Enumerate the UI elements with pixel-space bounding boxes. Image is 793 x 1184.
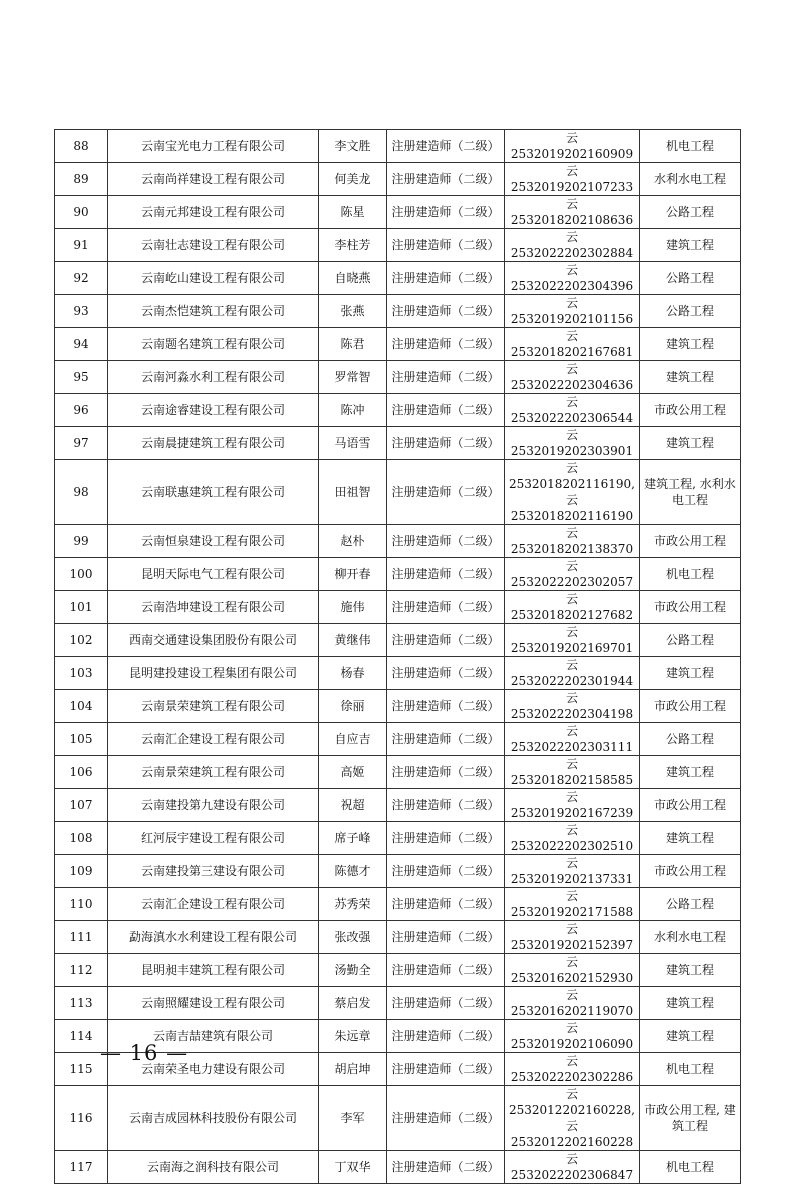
company-name-cell: 云南建投第九建设有限公司: [108, 789, 319, 822]
qualification-cell: 注册建造师（二级）: [387, 888, 505, 921]
table-row: [55, 163, 741, 196]
qualification-cell: 注册建造师（二级）: [387, 558, 505, 591]
table-row: [55, 295, 741, 328]
specialty-cell: 建筑工程: [640, 328, 741, 361]
table-row: [55, 394, 741, 427]
qualification-cell: 注册建造师（二级）: [387, 229, 505, 262]
person-name-cell: 苏秀荣: [319, 888, 387, 921]
table-row: [55, 657, 741, 690]
specialty-cell: 建筑工程, 水利水 电工程: [640, 460, 741, 525]
row-number-cell: 114: [55, 1020, 108, 1053]
qualification-cell: 注册建造师（二级）: [387, 756, 505, 789]
row-number-cell: 96: [55, 394, 108, 427]
person-name-cell: 蔡启发: [319, 987, 387, 1020]
specialty-cell: 机电工程: [640, 1151, 741, 1184]
person-name-cell: 李柱芳: [319, 229, 387, 262]
certificate-number-cell: 云 2532018202158585: [505, 756, 640, 789]
specialty-cell: 机电工程: [640, 558, 741, 591]
certificate-number-cell: 云 2532016202152930: [505, 954, 640, 987]
specialty-cell: 机电工程: [640, 1053, 741, 1086]
certificate-number-cell: 云 2532019202167239: [505, 789, 640, 822]
certificate-number-cell: 云 2532018202116190, 云 2532018202116190: [505, 460, 640, 525]
qualification-cell: 注册建造师（二级）: [387, 789, 505, 822]
qualification-cell: 注册建造师（二级）: [387, 328, 505, 361]
table-row: [55, 591, 741, 624]
row-number-cell: 112: [55, 954, 108, 987]
certificate-number-cell: 云 2532022202302057: [505, 558, 640, 591]
row-number-cell: 93: [55, 295, 108, 328]
specialty-cell: 建筑工程: [640, 657, 741, 690]
specialty-cell: 建筑工程: [640, 822, 741, 855]
row-number-cell: 98: [55, 460, 108, 525]
person-name-cell: 朱远章: [319, 1020, 387, 1053]
personnel-table: [54, 129, 741, 1184]
qualification-cell: 注册建造师（二级）: [387, 1086, 505, 1151]
company-name-cell: 云南恒泉建设工程有限公司: [108, 525, 319, 558]
person-name-cell: 祝超: [319, 789, 387, 822]
qualification-cell: 注册建造师（二级）: [387, 427, 505, 460]
company-name-cell: 云南屹山建设工程有限公司: [108, 262, 319, 295]
table-row: [55, 987, 741, 1020]
company-name-cell: 云南题名建筑工程有限公司: [108, 328, 319, 361]
qualification-cell: 注册建造师（二级）: [387, 921, 505, 954]
row-number-cell: 94: [55, 328, 108, 361]
company-name-cell: 昆明建投建设工程集团有限公司: [108, 657, 319, 690]
certificate-number-cell: 云 2532022202306544: [505, 394, 640, 427]
company-name-cell: 红河辰宇建设工程有限公司: [108, 822, 319, 855]
table-row: [55, 756, 741, 789]
company-name-cell: 云南景荣建筑工程有限公司: [108, 756, 319, 789]
company-name-cell: 云南元邦建设工程有限公司: [108, 196, 319, 229]
certificate-number-cell: 云 2532022202306847: [505, 1151, 640, 1184]
qualification-cell: 注册建造师（二级）: [387, 163, 505, 196]
qualification-cell: 注册建造师（二级）: [387, 1151, 505, 1184]
person-name-cell: 汤勤全: [319, 954, 387, 987]
company-name-cell: 云南景荣建筑工程有限公司: [108, 690, 319, 723]
qualification-cell: 注册建造师（二级）: [387, 1053, 505, 1086]
table-row: [55, 196, 741, 229]
qualification-cell: 注册建造师（二级）: [387, 361, 505, 394]
row-number-cell: 115: [55, 1053, 108, 1086]
person-name-cell: 胡启坤: [319, 1053, 387, 1086]
certificate-number-cell: 云 2532022202304396: [505, 262, 640, 295]
specialty-cell: 建筑工程: [640, 427, 741, 460]
table-row: [55, 723, 741, 756]
specialty-cell: 公路工程: [640, 624, 741, 657]
company-name-cell: 云南海之润科技有限公司: [108, 1151, 319, 1184]
qualification-cell: 注册建造师（二级）: [387, 855, 505, 888]
table-row: [55, 361, 741, 394]
company-name-cell: 云南宝光电力工程有限公司: [108, 130, 319, 163]
person-name-cell: 赵朴: [319, 525, 387, 558]
specialty-cell: 建筑工程: [640, 987, 741, 1020]
row-number-cell: 111: [55, 921, 108, 954]
person-name-cell: 何美龙: [319, 163, 387, 196]
row-number-cell: 110: [55, 888, 108, 921]
specialty-cell: 建筑工程: [640, 1020, 741, 1053]
specialty-cell: 市政公用工程: [640, 855, 741, 888]
specialty-cell: 市政公用工程: [640, 591, 741, 624]
person-name-cell: 高姬: [319, 756, 387, 789]
person-name-cell: 李文胜: [319, 130, 387, 163]
person-name-cell: 罗常智: [319, 361, 387, 394]
table-row: [55, 130, 741, 163]
certificate-number-cell: 云 2532018202167681: [505, 328, 640, 361]
company-name-cell: 昆明昶丰建筑工程有限公司: [108, 954, 319, 987]
person-name-cell: 杨春: [319, 657, 387, 690]
person-name-cell: 自晓燕: [319, 262, 387, 295]
qualification-cell: 注册建造师（二级）: [387, 987, 505, 1020]
row-number-cell: 95: [55, 361, 108, 394]
row-number-cell: 104: [55, 690, 108, 723]
person-name-cell: 自应吉: [319, 723, 387, 756]
company-name-cell: 云南荣圣电力建设有限公司: [108, 1053, 319, 1086]
table-row: [55, 1151, 741, 1184]
company-name-cell: 云南吉喆建筑有限公司: [108, 1020, 319, 1053]
person-name-cell: 陈冲: [319, 394, 387, 427]
company-name-cell: 云南汇企建设工程有限公司: [108, 888, 319, 921]
specialty-cell: 市政公用工程: [640, 690, 741, 723]
person-name-cell: 陈德才: [319, 855, 387, 888]
table-row: [55, 624, 741, 657]
row-number-cell: 117: [55, 1151, 108, 1184]
qualification-cell: 注册建造师（二级）: [387, 657, 505, 690]
certificate-number-cell: 云 2532022202303111: [505, 723, 640, 756]
row-number-cell: 102: [55, 624, 108, 657]
specialty-cell: 建筑工程: [640, 229, 741, 262]
certificate-number-cell: 云 2532022202301944: [505, 657, 640, 690]
row-number-cell: 107: [55, 789, 108, 822]
person-name-cell: 施伟: [319, 591, 387, 624]
table-row: [55, 921, 741, 954]
person-name-cell: 柳开春: [319, 558, 387, 591]
qualification-cell: 注册建造师（二级）: [387, 196, 505, 229]
specialty-cell: 市政公用工程, 建 筑工程: [640, 1086, 741, 1151]
company-name-cell: 云南河淼水利工程有限公司: [108, 361, 319, 394]
certificate-number-cell: 云 2532018202127682: [505, 591, 640, 624]
company-name-cell: 云南浩坤建设工程有限公司: [108, 591, 319, 624]
qualification-cell: 注册建造师（二级）: [387, 723, 505, 756]
person-name-cell: 席子峰: [319, 822, 387, 855]
specialty-cell: 市政公用工程: [640, 789, 741, 822]
specialty-cell: 市政公用工程: [640, 525, 741, 558]
specialty-cell: 市政公用工程: [640, 394, 741, 427]
table-row: [55, 954, 741, 987]
specialty-cell: 建筑工程: [640, 954, 741, 987]
certificate-number-cell: 云 2532019202107233: [505, 163, 640, 196]
company-name-cell: 云南壮志建设工程有限公司: [108, 229, 319, 262]
certificate-number-cell: 云 2532019202101156: [505, 295, 640, 328]
certificate-number-cell: 云 2532019202171588: [505, 888, 640, 921]
specialty-cell: 建筑工程: [640, 756, 741, 789]
company-name-cell: 云南建投第三建设有限公司: [108, 855, 319, 888]
company-name-cell: 西南交通建设集团股份有限公司: [108, 624, 319, 657]
qualification-cell: 注册建造师（二级）: [387, 460, 505, 525]
person-name-cell: 丁双华: [319, 1151, 387, 1184]
certificate-number-cell: 云 2532012202160228, 云 2532012202160228: [505, 1086, 640, 1151]
table-row: [55, 855, 741, 888]
certificate-number-cell: 云 2532019202303901: [505, 427, 640, 460]
table-row: [55, 427, 741, 460]
row-number-cell: 101: [55, 591, 108, 624]
row-number-cell: 116: [55, 1086, 108, 1151]
person-name-cell: 张燕: [319, 295, 387, 328]
certificate-number-cell: 云 2532019202169701: [505, 624, 640, 657]
specialty-cell: 公路工程: [640, 295, 741, 328]
qualification-cell: 注册建造师（二级）: [387, 130, 505, 163]
person-name-cell: 马语雪: [319, 427, 387, 460]
qualification-cell: 注册建造师（二级）: [387, 1020, 505, 1053]
qualification-cell: 注册建造师（二级）: [387, 262, 505, 295]
table-row: [55, 789, 741, 822]
person-name-cell: 黄继伟: [319, 624, 387, 657]
company-name-cell: 昆明天际电气工程有限公司: [108, 558, 319, 591]
company-name-cell: 云南杰恺建筑工程有限公司: [108, 295, 319, 328]
row-number-cell: 106: [55, 756, 108, 789]
qualification-cell: 注册建造师（二级）: [387, 295, 505, 328]
specialty-cell: 水利水电工程: [640, 921, 741, 954]
table-row: [55, 888, 741, 921]
table-row: [55, 262, 741, 295]
specialty-cell: 公路工程: [640, 723, 741, 756]
certificate-number-cell: 云 2532019202160909: [505, 130, 640, 163]
row-number-cell: 89: [55, 163, 108, 196]
specialty-cell: 水利水电工程: [640, 163, 741, 196]
certificate-number-cell: 云 2532019202106090: [505, 1020, 640, 1053]
row-number-cell: 88: [55, 130, 108, 163]
specialty-cell: 公路工程: [640, 196, 741, 229]
qualification-cell: 注册建造师（二级）: [387, 394, 505, 427]
company-name-cell: 云南联惠建筑工程有限公司: [108, 460, 319, 525]
specialty-cell: 建筑工程: [640, 361, 741, 394]
qualification-cell: 注册建造师（二级）: [387, 690, 505, 723]
table-body: [55, 130, 741, 1184]
certificate-number-cell: 云 2532022202302286: [505, 1053, 640, 1086]
company-name-cell: 勐海滇水水利建设工程有限公司: [108, 921, 319, 954]
row-number-cell: 105: [55, 723, 108, 756]
person-name-cell: 陈君: [319, 328, 387, 361]
row-number-cell: 91: [55, 229, 108, 262]
company-name-cell: 云南晨捷建筑工程有限公司: [108, 427, 319, 460]
company-name-cell: 云南途睿建设工程有限公司: [108, 394, 319, 427]
row-number-cell: 99: [55, 525, 108, 558]
certificate-number-cell: 云 2532019202137331: [505, 855, 640, 888]
table-row: [55, 558, 741, 591]
specialty-cell: 机电工程: [640, 130, 741, 163]
certificate-number-cell: 云 2532016202119070: [505, 987, 640, 1020]
certificate-number-cell: 云 2532022202302510: [505, 822, 640, 855]
certificate-number-cell: 云 2532022202304198: [505, 690, 640, 723]
row-number-cell: 108: [55, 822, 108, 855]
person-name-cell: 田祖智: [319, 460, 387, 525]
person-name-cell: 徐丽: [319, 690, 387, 723]
specialty-cell: 公路工程: [640, 888, 741, 921]
table-row: [55, 460, 741, 525]
page-number: — 16 —: [100, 1041, 189, 1065]
company-name-cell: 云南照耀建设工程有限公司: [108, 987, 319, 1020]
certificate-number-cell: 云 2532022202304636: [505, 361, 640, 394]
person-name-cell: 陈星: [319, 196, 387, 229]
qualification-cell: 注册建造师（二级）: [387, 591, 505, 624]
row-number-cell: 103: [55, 657, 108, 690]
row-number-cell: 100: [55, 558, 108, 591]
table-row: [55, 1086, 741, 1151]
certificate-number-cell: 云 2532018202138370: [505, 525, 640, 558]
certificate-number-cell: 云 2532022202302884: [505, 229, 640, 262]
certificate-number-cell: 云 2532019202152397: [505, 921, 640, 954]
row-number-cell: 109: [55, 855, 108, 888]
person-name-cell: 李军: [319, 1086, 387, 1151]
person-name-cell: 张改强: [319, 921, 387, 954]
table-row: [55, 690, 741, 723]
qualification-cell: 注册建造师（二级）: [387, 822, 505, 855]
company-name-cell: 云南尚祥建设工程有限公司: [108, 163, 319, 196]
row-number-cell: 97: [55, 427, 108, 460]
qualification-cell: 注册建造师（二级）: [387, 525, 505, 558]
table-row: [55, 525, 741, 558]
row-number-cell: 113: [55, 987, 108, 1020]
qualification-cell: 注册建造师（二级）: [387, 954, 505, 987]
specialty-cell: 公路工程: [640, 262, 741, 295]
row-number-cell: 90: [55, 196, 108, 229]
row-number-cell: 92: [55, 262, 108, 295]
company-name-cell: 云南吉成园林科技股份有限公司: [108, 1086, 319, 1151]
table-row: [55, 229, 741, 262]
qualification-cell: 注册建造师（二级）: [387, 624, 505, 657]
certificate-number-cell: 云 2532018202108636: [505, 196, 640, 229]
table-row: [55, 822, 741, 855]
table-row: [55, 328, 741, 361]
company-name-cell: 云南汇企建设工程有限公司: [108, 723, 319, 756]
